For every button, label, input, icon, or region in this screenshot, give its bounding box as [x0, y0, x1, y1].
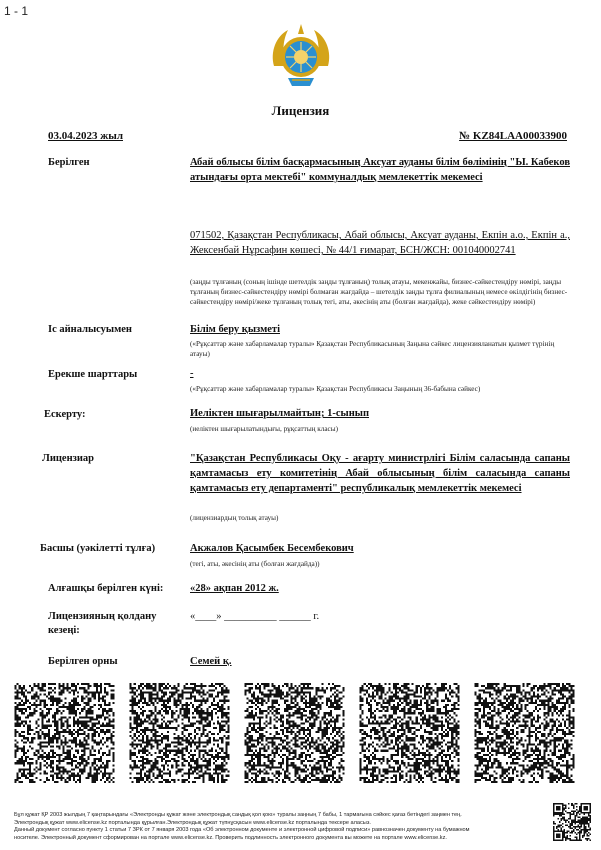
activity-value: Білім беру қызметі — [190, 324, 280, 335]
licensor-note: (лицензиардың толық атауы) — [190, 514, 279, 522]
head-label: Басшы (уәкілетті тұлға) — [40, 543, 156, 554]
special-conditions-note: («Рұқсаттар және хабарламалар туралы» Қазақстан Республикасы Заңының 36-бабына сәйкес) — [190, 385, 481, 393]
issue-date: 03.04.2023 жыл — [48, 130, 123, 142]
qr-code-icon — [359, 683, 460, 783]
licensor-value: "Қазақстан Республикасы Оқу - ағарту министрлігі Білім саласында сапаны қамтамасыз ету комитетінің Абай облысының білім саласында сапаны қамтамасыз ету департаменті" республикалық мемлекеттік мекемесі — [190, 453, 570, 494]
qr-code-icon — [129, 683, 230, 783]
place-value: Семей қ. — [190, 656, 232, 667]
special-conditions-label: Ерекше шарттары — [48, 369, 138, 380]
footer-line: носителе. Электронный документ сформирован на портале www.elicense.kz. Проверить подлинность электронного документа вы можете на портале www.elicense.kz. — [14, 834, 447, 841]
issued-to-name: Абай облысы білім басқармасының Аксуат ауданы білім бөлімінің "Ы. Кабеков атындағы орта мектебі" коммуналдық мемлекеттік мекемесі — [190, 157, 570, 183]
license-number: № KZ84LAA00033900 — [459, 130, 567, 142]
activity-label: Іс айналысуымен — [48, 324, 132, 335]
validity-label: Лицензияның қолдану кезеңі: — [48, 611, 157, 636]
document-title: Лицензия — [271, 103, 330, 118]
issued-to-note: (заңды тұлғаның (соның ішінде шетелдік заңды тұлғаның) толық атауы, мекенжайы, бизнес-сәйкестендіру нөмірі, заңды тұлғаның бизнес-сәйкестендіру нөмірі болмаған жағдайда – шетелдік заңды тұлға филиалының немесе өкілдігінің бизнес-сәйкестендіру нөмірі/жеке тұлғаның толық тегі, аты, әкесінің аты (болған жағдайда), жеке сәйкестендіру нөмірі) — [190, 278, 568, 306]
head-value: Акжалов Қасымбек Бесембекович — [190, 543, 354, 554]
activity-note: («Рұқсаттар және хабарламалар туралы» Қазақстан Республикасының Заңына сәйкес лицензияланатын қызмет түрінің атауы) — [190, 340, 555, 358]
remark-value: Иеліктен шығарылмайтын; 1-сынып — [190, 408, 369, 419]
head-note: (тегі, аты, әкесінің аты (болған жағдайда)) — [190, 560, 320, 568]
footer-line: Бұл құжат ҚР 2003 жылдың 7 қаңтарындағы «Электронды құжат және электрондық сандық қол қою» туралы заңның 7 бабы, 1 тармағына сәйкес қағаз бетіндегі заңмен тең. — [14, 812, 462, 818]
qr-code-icon — [474, 683, 575, 783]
qr-code-row — [14, 683, 586, 783]
footer-legal-text — [14, 812, 534, 842]
page-number: 1 - 1 — [4, 4, 29, 18]
footer-line: Электрондық құжат www.elicense.kz порталында құрылған.Электрондық құжат түпнұсқасын www.elicense.kz порталында тексере аласыз. — [14, 819, 371, 826]
licensor-label: Лицензиар — [42, 453, 94, 464]
footer-line: Данный документ согласно пункту 1 статьи 7 ЗРК от 7 января 2003 года «Об электронном документе и электронной цифровой подписи» равнозначен документу на бумажном — [14, 827, 470, 834]
issued-to-address: 071502, Қазақстан Республикасы, Абай облысы, Аксуат ауданы, Екпін а.о., Екпін а., Жексенбай Нұрсафин көшесі, № 44/1 ғимарат, БСН/ЖСН: 001040002741 — [190, 230, 570, 256]
qr-code-icon — [244, 683, 345, 783]
validity-value: «____» __________ ______ г. — [190, 611, 320, 622]
state-emblem-icon — [268, 22, 334, 90]
first-issue-value: «28» ақпан 2012 ж. — [190, 583, 279, 594]
remark-note: (иеліктен шығарылатындығы, рұқсаттың класы) — [190, 425, 338, 433]
first-issue-label: Алғашқы берілген күні: — [48, 583, 164, 594]
issued-to-label: Берілген — [48, 157, 90, 168]
small-qr-code-icon — [553, 803, 591, 841]
qr-code-icon — [14, 683, 115, 783]
special-conditions-value: - — [190, 368, 194, 379]
place-label: Берілген орны — [48, 656, 118, 667]
remark-label: Ескерту: — [44, 409, 86, 420]
